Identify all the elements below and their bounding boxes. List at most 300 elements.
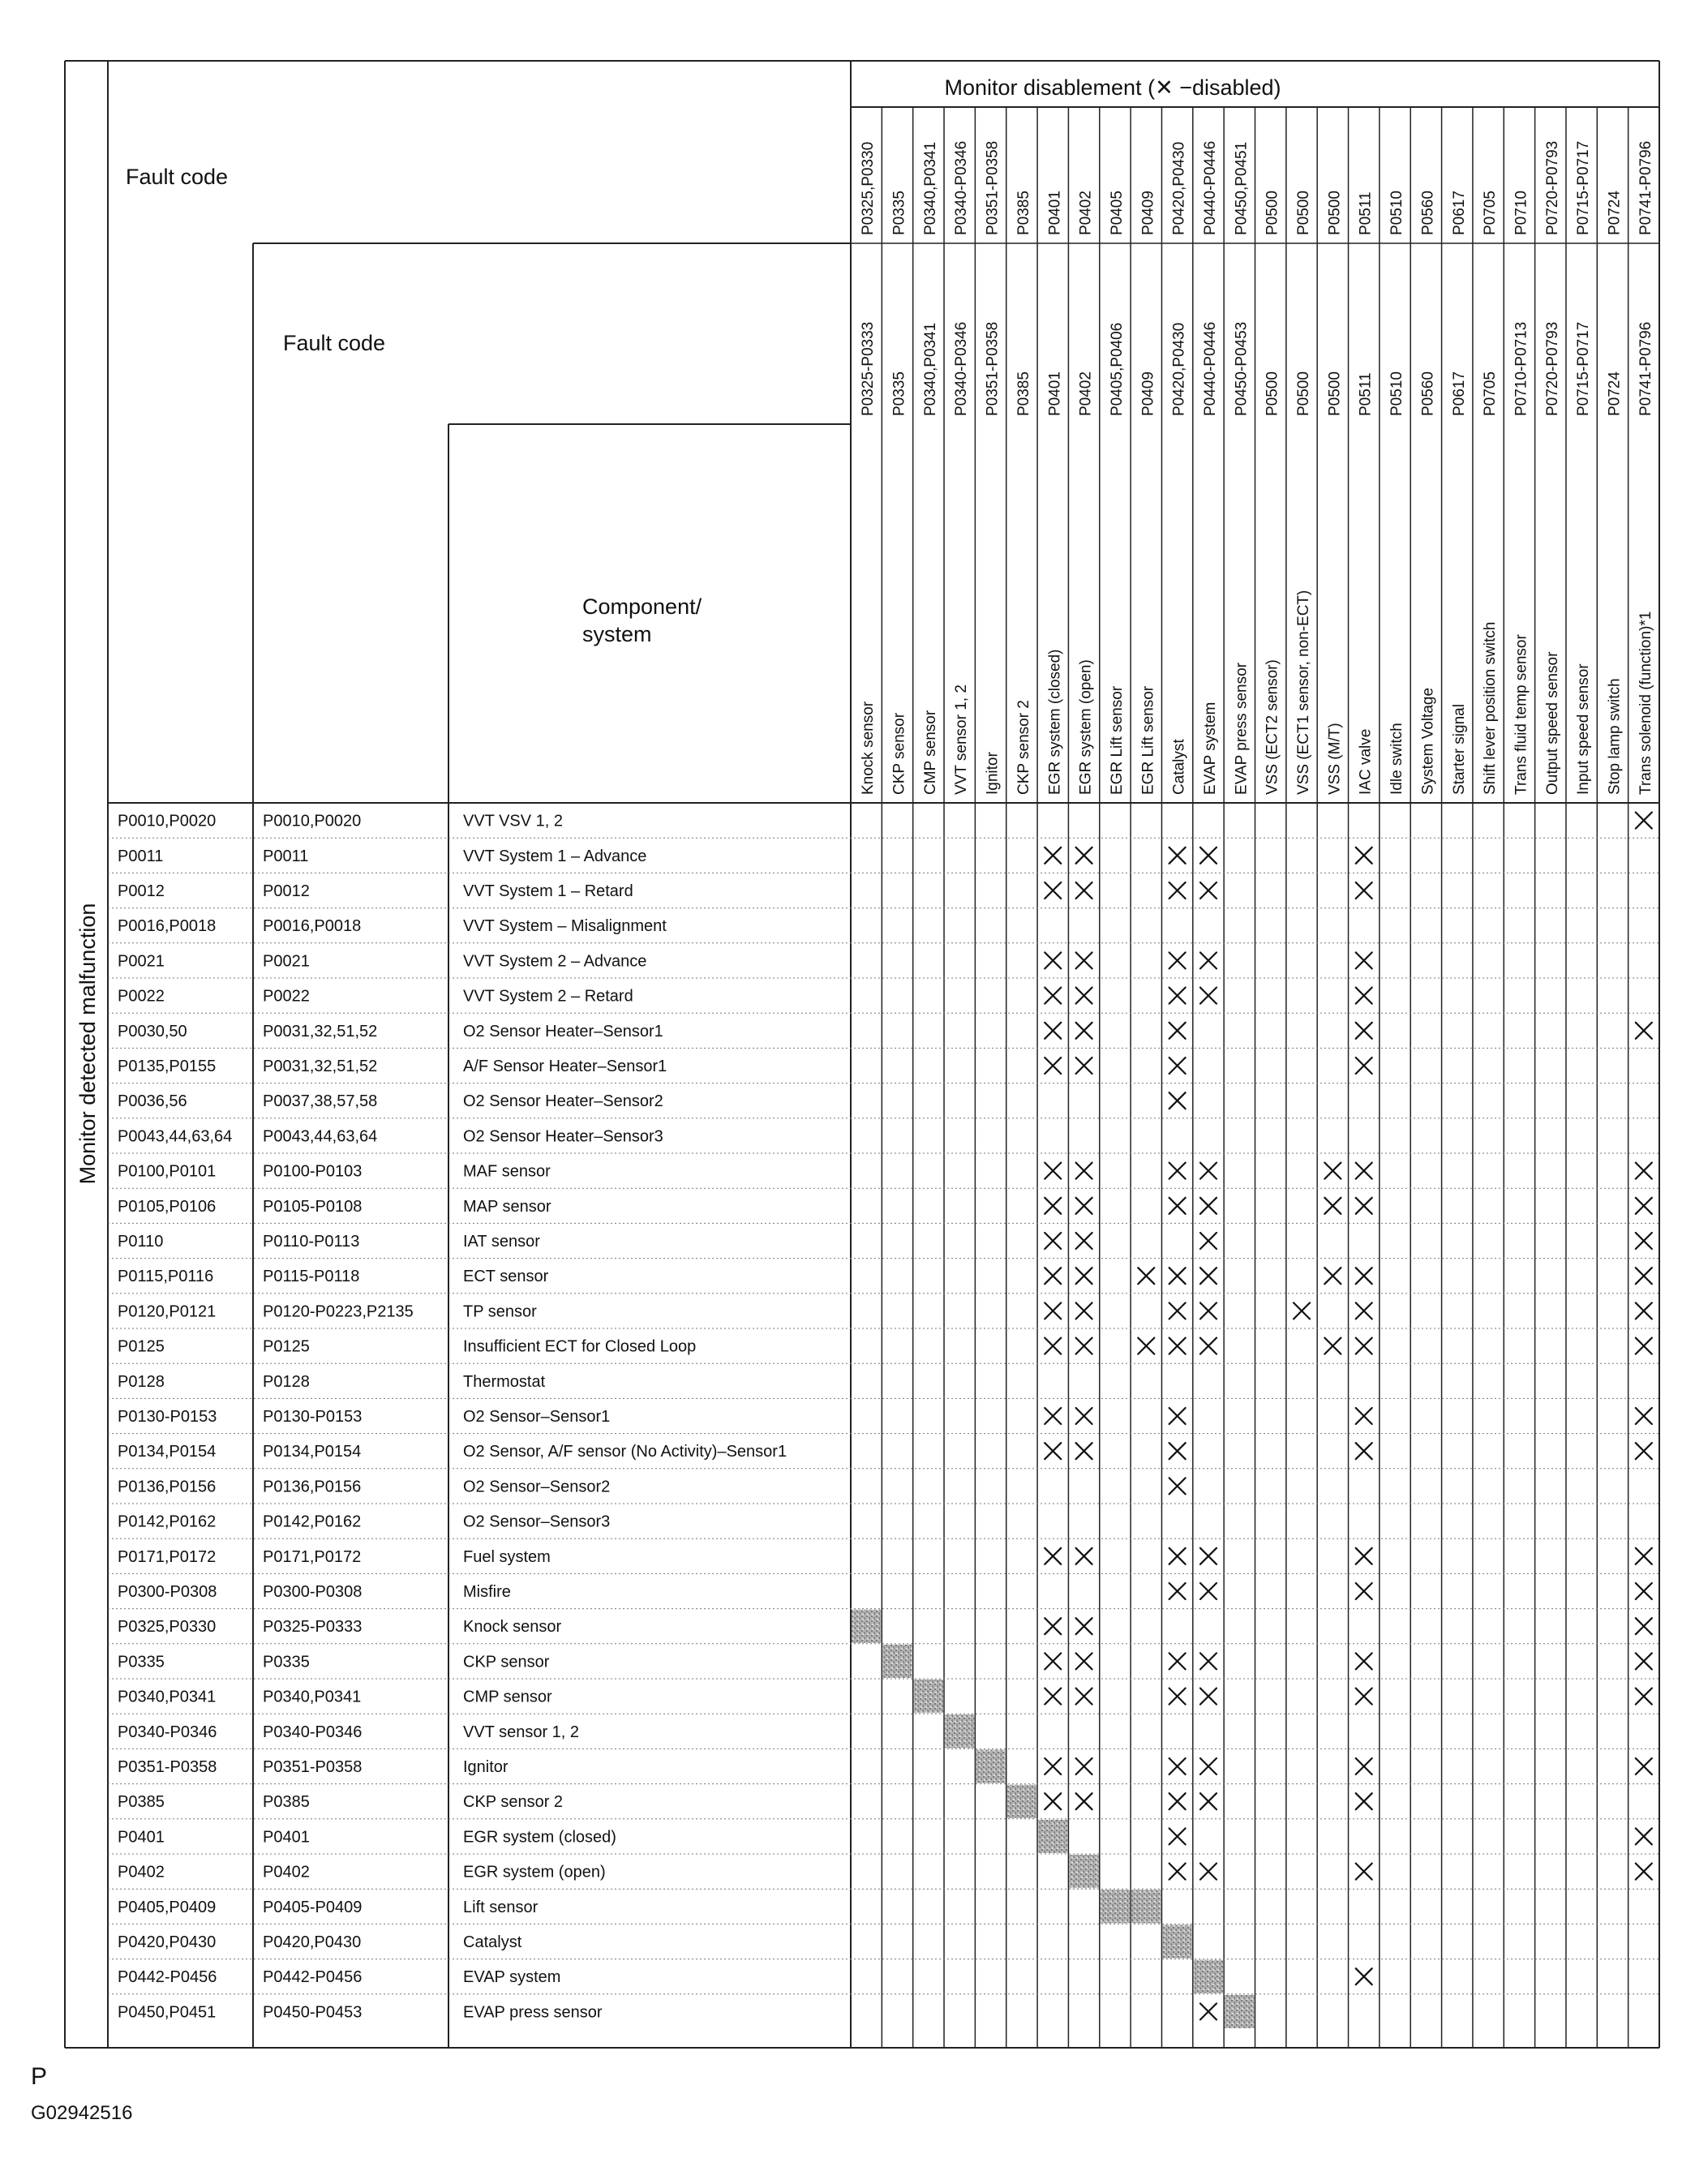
row-component-system: CMP sensor — [463, 1688, 552, 1706]
disabled-x-mark — [1356, 1653, 1372, 1669]
disabled-x-mark — [1045, 847, 1061, 864]
fault-code-header-mid: Fault code — [283, 331, 386, 355]
disabled-x-mark — [1636, 1268, 1652, 1284]
disabled-x-mark — [1169, 1478, 1186, 1494]
column-code-2: P0715-P0717 — [1575, 321, 1593, 416]
column-component-name: IAC valve — [1357, 728, 1375, 795]
column-code-2: P0511 — [1357, 372, 1375, 416]
disabled-x-mark — [1636, 1864, 1652, 1880]
column-component-name: Catalyst — [1170, 739, 1188, 795]
row-fault-code-1: P0036,56 — [118, 1092, 187, 1111]
row-component-system: VVT System 2 – Advance — [463, 952, 647, 971]
disabled-x-mark — [1356, 882, 1372, 899]
disabled-x-mark — [1076, 1058, 1092, 1074]
row-fault-code-1: P0134,P0154 — [118, 1443, 217, 1461]
row-fault-code-2: P0142,P0162 — [263, 1512, 362, 1531]
column-component-name: CKP sensor 2 — [1015, 700, 1032, 795]
row-fault-code-2: P0110-P0113 — [263, 1233, 360, 1251]
row-component-system: EGR system (closed) — [463, 1828, 616, 1847]
disabled-x-mark — [1169, 1268, 1186, 1284]
disabled-x-mark — [1045, 1163, 1061, 1179]
disabled-x-mark — [1045, 952, 1061, 968]
row-component-system: O2 Sensor Heater–Sensor3 — [463, 1127, 663, 1146]
table-row — [118, 1924, 1192, 1958]
row-fault-code-2: P0012 — [263, 882, 310, 900]
disabled-x-mark — [1636, 813, 1652, 829]
column-code-1: P0715-P0717 — [1575, 140, 1593, 235]
disabled-x-mark — [1356, 847, 1372, 864]
disabled-x-mark — [1076, 1653, 1092, 1669]
disabled-x-mark — [1636, 1338, 1652, 1354]
row-component-system: VVT System 2 – Retard — [463, 987, 633, 1006]
column-component-name: EVAP system — [1201, 702, 1219, 795]
row-component-system: EVAP system — [463, 1968, 561, 1987]
row-fault-code-1: P0340,P0341 — [118, 1688, 217, 1706]
disabled-x-mark — [1076, 1023, 1092, 1039]
disabled-x-mark — [1076, 1793, 1092, 1809]
column-code-2: P0741-P0796 — [1637, 321, 1654, 416]
disabled-x-mark — [1200, 1268, 1217, 1284]
disabled-x-mark — [1169, 1548, 1186, 1564]
disabled-x-mark — [1169, 1163, 1186, 1179]
column-code-1: P0720-P0793 — [1543, 140, 1561, 235]
disabled-x-mark — [1200, 882, 1217, 899]
column-code-2: P0335 — [890, 371, 908, 416]
disabled-x-mark — [1636, 1198, 1652, 1214]
disabled-x-mark — [1324, 1268, 1341, 1284]
row-component-system: Thermostat — [463, 1372, 546, 1391]
disabled-x-mark — [1200, 1864, 1217, 1880]
disabled-x-mark — [1169, 1653, 1186, 1669]
disabled-x-mark — [1356, 1408, 1372, 1424]
row-fault-code-2: P0450-P0453 — [263, 2003, 363, 2022]
row-component-system: Ignitor — [463, 1758, 508, 1776]
table-row — [118, 1338, 1652, 1356]
row-fault-code-2: P0037,38,57,58 — [263, 1092, 378, 1111]
self-cell-shade — [1225, 1995, 1254, 2028]
disabled-x-mark — [1076, 1688, 1092, 1705]
row-component-system: VVT sensor 1, 2 — [463, 1723, 580, 1741]
table-row — [118, 952, 1372, 970]
row-fault-code-2: P0420,P0430 — [263, 1933, 362, 1951]
table-row — [118, 1645, 1652, 1678]
disabled-x-mark — [1636, 1688, 1652, 1705]
row-fault-code-2: P0021 — [263, 952, 310, 971]
row-component-system: CKP sensor 2 — [463, 1793, 564, 1812]
column-code-2: P0405,P0406 — [1108, 322, 1126, 416]
footer-letter: P — [31, 2063, 48, 2090]
table-row — [118, 1092, 1186, 1110]
disabled-x-mark — [1169, 1408, 1186, 1424]
row-fault-code-1: P0021 — [118, 952, 165, 971]
row-fault-code-1: P0105,P0106 — [118, 1197, 217, 1216]
table-rows — [118, 813, 1652, 2028]
disabled-x-mark — [1356, 1338, 1372, 1354]
disabled-x-mark — [1169, 1793, 1186, 1809]
table-row — [118, 1023, 1652, 1041]
disabled-x-mark — [1200, 1163, 1217, 1179]
column-component-name: Shift lever position switch — [1482, 621, 1500, 795]
column-code-2: P0720-P0793 — [1543, 321, 1561, 416]
disabled-x-mark — [1356, 952, 1372, 968]
disabled-x-mark — [1045, 882, 1061, 899]
row-component-system: Lift sensor — [463, 1898, 539, 1916]
disabled-x-mark — [1636, 1583, 1652, 1599]
column-component-name: EGR Lift sensor — [1108, 685, 1126, 795]
disabled-x-mark — [1076, 988, 1092, 1004]
row-fault-code-1: P0420,P0430 — [118, 1933, 217, 1951]
disabled-x-mark — [1076, 1233, 1092, 1249]
column-component-name: System Voltage — [1419, 687, 1437, 795]
disabled-x-mark — [1636, 1233, 1652, 1249]
row-component-system: EVAP press sensor — [463, 2003, 603, 2022]
column-component-name: CKP sensor — [890, 712, 908, 795]
table-row — [118, 882, 1372, 900]
column-code-2: P0325-P0333 — [860, 321, 878, 416]
disabled-x-mark — [1636, 1408, 1652, 1424]
column-code-2: P0420,P0430 — [1170, 322, 1188, 416]
disabled-x-mark — [1294, 1302, 1310, 1319]
column-code-2: P0724 — [1606, 371, 1624, 416]
disabled-x-mark — [1045, 1688, 1061, 1705]
disabled-x-mark — [1169, 1443, 1186, 1459]
column-code-1: P0401 — [1046, 191, 1064, 235]
disabled-x-mark — [1076, 1302, 1092, 1319]
disabled-x-mark — [1138, 1338, 1154, 1354]
row-fault-code-1: P0402 — [118, 1863, 165, 1882]
disabled-x-mark — [1200, 1758, 1217, 1774]
row-fault-code-2: P0100-P0103 — [263, 1162, 363, 1181]
table-row — [118, 1785, 1372, 1818]
disabled-x-mark — [1045, 988, 1061, 1004]
table-row — [118, 1960, 1372, 1993]
row-component-system: EGR system (open) — [463, 1863, 606, 1882]
disabled-x-mark — [1045, 1758, 1061, 1774]
row-component-system: O2 Sensor–Sensor3 — [463, 1512, 611, 1531]
column-code-1: P0500 — [1295, 191, 1313, 235]
column-code-2: P0340-P0346 — [953, 321, 971, 416]
disabled-x-mark — [1356, 1864, 1372, 1880]
row-component-system: VVT VSV 1, 2 — [463, 812, 564, 830]
disabled-x-mark — [1045, 1023, 1061, 1039]
self-cell-shade — [1038, 1820, 1067, 1853]
disabled-x-mark — [1356, 1583, 1372, 1599]
row-fault-code-2: P0016,P0018 — [263, 917, 362, 936]
row-fault-code-2: P0010,P0020 — [263, 812, 362, 830]
table-row — [118, 1443, 1652, 1461]
row-fault-code-2: P0171,P0172 — [263, 1547, 362, 1566]
disabled-x-mark — [1356, 1968, 1372, 1984]
table-row — [118, 1610, 1652, 1643]
column-component-name: Idle switch — [1388, 723, 1406, 795]
column-component-name: EVAP press sensor — [1233, 663, 1251, 795]
disabled-x-mark — [1324, 1198, 1341, 1214]
disabled-x-mark — [1636, 1302, 1652, 1319]
row-fault-code-2: P0335 — [263, 1653, 310, 1671]
disabled-x-mark — [1636, 1653, 1652, 1669]
disabled-x-mark — [1045, 1793, 1061, 1809]
disabled-x-mark — [1169, 1058, 1186, 1074]
column-code-2: P0500 — [1295, 371, 1313, 416]
row-fault-code-1: P0110 — [118, 1233, 164, 1251]
disabled-x-mark — [1356, 1023, 1372, 1039]
column-component-name: Stop lamp switch — [1606, 678, 1624, 795]
column-code-1: P0710 — [1513, 191, 1530, 235]
row-component-system: TP sensor — [463, 1302, 537, 1321]
column-code-2: P0450-P0453 — [1233, 321, 1251, 416]
row-fault-code-1: P0125 — [118, 1337, 165, 1356]
row-fault-code-2: P0402 — [263, 1863, 310, 1882]
column-component-name: CMP sensor — [921, 710, 939, 795]
disabled-x-mark — [1200, 1688, 1217, 1705]
table-row — [118, 1233, 1652, 1251]
column-code-2: P0351-P0358 — [984, 321, 1002, 416]
row-fault-code-1: P0340-P0346 — [118, 1723, 217, 1741]
self-cell-shade — [1162, 1924, 1191, 1958]
table-row — [118, 1373, 546, 1391]
table-row — [118, 1820, 1652, 1853]
column-code-1: P0440-P0446 — [1201, 140, 1219, 235]
column-component-name: EGR Lift sensor — [1139, 685, 1157, 795]
row-component-system: Misfire — [463, 1583, 511, 1601]
monitor-detected-malfunction-label: Monitor detected malfunction — [75, 903, 100, 1185]
disabled-x-mark — [1076, 1268, 1092, 1284]
self-cell-shade — [1131, 1890, 1161, 1923]
disabled-x-mark — [1636, 1443, 1652, 1459]
disabled-x-mark — [1169, 1092, 1186, 1109]
column-code-1: P0340-P0346 — [953, 140, 971, 235]
row-fault-code-1: P0120,P0121 — [118, 1302, 217, 1321]
self-cell-shade — [1069, 1855, 1098, 1888]
table-row — [118, 1478, 1186, 1495]
row-component-system: CKP sensor — [463, 1653, 550, 1671]
row-fault-code-1: P0335 — [118, 1653, 165, 1671]
table-row — [118, 1513, 610, 1531]
row-component-system: O2 Sensor, A/F sensor (No Activity)–Sensor1 — [463, 1443, 787, 1461]
column-code-1: P0500 — [1264, 191, 1281, 235]
row-fault-code-1: P0385 — [118, 1793, 165, 1812]
row-fault-code-2: P0340,P0341 — [263, 1688, 362, 1706]
table-row — [118, 1163, 1652, 1181]
disabled-x-mark — [1076, 1338, 1092, 1354]
row-fault-code-2: P0136,P0156 — [263, 1478, 362, 1496]
row-fault-code-1: P0135,P0155 — [118, 1058, 217, 1075]
column-code-1: P0405 — [1108, 191, 1126, 235]
column-component-name: Knock sensor — [860, 701, 878, 795]
disabled-x-mark — [1169, 1583, 1186, 1599]
disabled-x-mark — [1045, 1548, 1061, 1564]
table-row — [118, 988, 1372, 1006]
table-row — [118, 1058, 1372, 1075]
column-component-name: Trans fluid temp sensor — [1513, 634, 1530, 795]
self-cell-shade — [1101, 1890, 1130, 1923]
row-fault-code-2: P0022 — [263, 987, 310, 1006]
row-fault-code-2: P0325-P0333 — [263, 1618, 363, 1637]
disabled-x-mark — [1356, 1163, 1372, 1179]
row-fault-code-1: P0012 — [118, 882, 165, 900]
row-fault-code-2: P0115-P0118 — [263, 1268, 360, 1286]
disabled-x-mark — [1356, 1268, 1372, 1284]
row-fault-code-2: P0120-P0223,P2135 — [263, 1302, 414, 1321]
disabled-x-mark — [1356, 1688, 1372, 1705]
row-fault-code-1: P0022 — [118, 987, 165, 1006]
disabled-x-mark — [1169, 847, 1186, 864]
column-component-name: Input speed sensor — [1575, 663, 1593, 795]
column-code-1: P0510 — [1388, 191, 1406, 235]
disabled-x-mark — [1200, 1302, 1217, 1319]
disabled-x-mark — [1324, 1163, 1341, 1179]
row-fault-code-1: P0405,P0409 — [118, 1898, 217, 1916]
column-code-1: P0617 — [1450, 191, 1468, 235]
row-fault-code-2: P0340-P0346 — [263, 1723, 363, 1741]
figure-code: G02942516 — [31, 2102, 133, 2124]
table-row — [118, 1408, 1652, 1426]
row-fault-code-2: P0125 — [263, 1337, 310, 1356]
disabled-x-mark — [1200, 2003, 1217, 2019]
self-cell-shade — [914, 1680, 943, 1713]
component-system-header-line1: Component/ — [582, 594, 702, 619]
disabled-x-mark — [1200, 1233, 1217, 1249]
row-fault-code-2: P0300-P0308 — [263, 1583, 363, 1601]
row-fault-code-1: P0442-P0456 — [118, 1968, 217, 1987]
column-component-name: VSS (M/T) — [1326, 723, 1344, 795]
row-fault-code-1: P0142,P0162 — [118, 1512, 217, 1531]
row-component-system: MAF sensor — [463, 1162, 551, 1181]
column-code-1: P0409 — [1139, 191, 1157, 235]
table-row — [118, 1583, 1652, 1601]
disabled-x-mark — [1076, 952, 1092, 968]
table-row — [118, 1198, 1652, 1216]
row-fault-code-2: P0128 — [263, 1372, 310, 1391]
disabled-x-mark — [1356, 1548, 1372, 1564]
row-component-system: MAP sensor — [463, 1197, 551, 1216]
row-fault-code-1: P0016,P0018 — [118, 917, 217, 936]
disabled-x-mark — [1356, 1758, 1372, 1774]
column-code-2: P0510 — [1388, 371, 1406, 416]
row-fault-code-2: P0385 — [263, 1793, 310, 1812]
row-fault-code-1: P0171,P0172 — [118, 1547, 217, 1566]
disabled-x-mark — [1200, 1548, 1217, 1564]
table-row — [118, 847, 1372, 865]
column-code-1: P0385 — [1015, 191, 1032, 235]
row-component-system: VVT System 1 – Advance — [463, 847, 647, 865]
disabled-x-mark — [1169, 988, 1186, 1004]
column-code-1: P0741-P0796 — [1637, 140, 1654, 235]
row-fault-code-1: P0115,P0116 — [118, 1268, 214, 1286]
self-cell-shade — [976, 1749, 1005, 1783]
disabled-x-mark — [1045, 1058, 1061, 1074]
self-cell-shade — [1007, 1785, 1036, 1818]
table-row — [118, 1890, 1161, 1923]
disabled-x-mark — [1356, 1058, 1372, 1074]
table-row — [118, 1749, 1652, 1783]
table-row — [118, 1302, 1652, 1320]
disabled-x-mark — [1045, 1443, 1061, 1459]
disabled-x-mark — [1324, 1338, 1341, 1354]
table-row — [118, 813, 1652, 830]
column-code-2: P0401 — [1046, 371, 1064, 416]
column-code-1: P0340,P0341 — [921, 141, 939, 235]
disabled-x-mark — [1636, 1023, 1652, 1039]
row-fault-code-1: P0130-P0153 — [118, 1408, 217, 1426]
column-code-2: P0340,P0341 — [921, 322, 939, 416]
column-component-name: VSS (ECT1 sensor, non-ECT) — [1295, 590, 1313, 795]
disabled-x-mark — [1169, 1338, 1186, 1354]
row-fault-code-2: P0351-P0358 — [263, 1758, 363, 1776]
column-code-2: P0402 — [1077, 371, 1095, 416]
row-component-system: A/F Sensor Heater–Sensor1 — [463, 1058, 667, 1075]
column-code-1: P0351-P0358 — [984, 140, 1002, 235]
column-code-1: P0511 — [1357, 191, 1375, 235]
disabled-x-mark — [1045, 1338, 1061, 1354]
disabled-x-mark — [1045, 1653, 1061, 1669]
disabled-x-mark — [1356, 1198, 1372, 1214]
disabled-x-mark — [1045, 1302, 1061, 1319]
row-fault-code-1: P0128 — [118, 1372, 165, 1391]
row-component-system: O2 Sensor–Sensor1 — [463, 1408, 611, 1426]
table-row — [118, 1127, 663, 1145]
row-component-system: IAT sensor — [463, 1233, 540, 1251]
disabled-x-mark — [1076, 847, 1092, 864]
disabled-x-mark — [1045, 1618, 1061, 1634]
column-component-name: Output speed sensor — [1543, 651, 1561, 795]
row-fault-code-2: P0011 — [263, 847, 309, 865]
column-code-2: P0705 — [1482, 371, 1500, 416]
table-row — [118, 917, 667, 935]
row-fault-code-2: P0031,32,51,52 — [263, 1058, 378, 1075]
disabled-x-mark — [1076, 1198, 1092, 1214]
disabled-x-mark — [1636, 1828, 1652, 1844]
row-fault-code-2: P0405-P0409 — [263, 1898, 363, 1916]
disabled-x-mark — [1045, 1408, 1061, 1424]
column-code-2: P0500 — [1264, 371, 1281, 416]
table-row — [118, 1714, 974, 1748]
column-code-1: P0724 — [1606, 191, 1624, 235]
disabled-x-mark — [1169, 1688, 1186, 1705]
column-code-2: P0617 — [1450, 371, 1468, 416]
monitor-disablement-title: Monitor disablement (✕ −disabled) — [944, 75, 1281, 100]
column-component-name: Ignitor — [984, 752, 1002, 795]
disabled-x-mark — [1169, 882, 1186, 899]
disabled-x-mark — [1076, 1443, 1092, 1459]
row-component-system: Insufficient ECT for Closed Loop — [463, 1337, 697, 1356]
row-component-system: O2 Sensor Heater–Sensor1 — [463, 1022, 663, 1041]
disabled-x-mark — [1200, 952, 1217, 968]
disabled-x-mark — [1169, 1198, 1186, 1214]
row-fault-code-1: P0043,44,63,64 — [118, 1127, 233, 1146]
disabled-x-mark — [1356, 988, 1372, 1004]
column-code-2: P0409 — [1139, 371, 1157, 416]
row-fault-code-2: P0031,32,51,52 — [263, 1022, 378, 1041]
table-row — [118, 1548, 1652, 1566]
row-component-system: VVT System – Misalignment — [463, 917, 667, 936]
row-fault-code-1: P0401 — [118, 1828, 165, 1847]
row-component-system: Knock sensor — [463, 1618, 562, 1637]
row-fault-code-1: P0030,50 — [118, 1022, 187, 1041]
row-fault-code-2: P0130-P0153 — [263, 1408, 363, 1426]
column-component-name: EGR system (closed) — [1046, 649, 1064, 795]
disabled-x-mark — [1356, 1443, 1372, 1459]
row-fault-code-2: P0043,44,63,64 — [263, 1127, 378, 1146]
row-fault-code-1: P0010,P0020 — [118, 812, 217, 830]
disabled-x-mark — [1200, 1198, 1217, 1214]
column-code-1: P0420,P0430 — [1170, 141, 1188, 235]
column-code-1: P0560 — [1419, 191, 1437, 235]
column-component-name: VSS (ECT2 sensor) — [1264, 659, 1281, 795]
disabled-x-mark — [1169, 952, 1186, 968]
table-row — [118, 1268, 1652, 1285]
disabled-x-mark — [1045, 1198, 1061, 1214]
